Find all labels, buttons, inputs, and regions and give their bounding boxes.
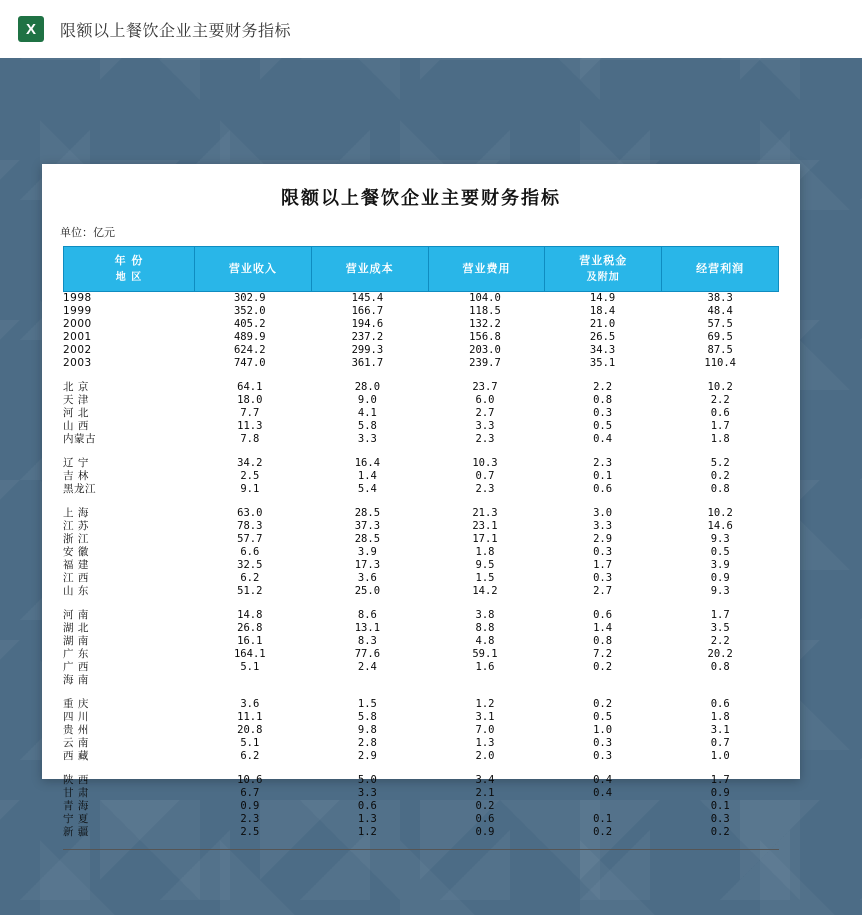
row-value: 0.8 — [593, 394, 613, 406]
spacer-cell — [63, 687, 779, 698]
row-value: 2.3 — [475, 433, 495, 445]
row-value: 1.5 — [475, 572, 495, 584]
column-header-tax-sublabel: 及附加 — [586, 271, 620, 283]
row-value: 2.7 — [475, 407, 495, 419]
row-label: 1999 — [63, 305, 92, 317]
row-value: 3.3 — [357, 433, 377, 445]
row-value: 2.2 — [710, 635, 730, 647]
row-value: 3.6 — [240, 698, 260, 710]
row-value: 624.2 — [233, 344, 266, 356]
row-value: 0.1 — [593, 470, 613, 482]
table-row — [63, 292, 779, 305]
row-value: 361.7 — [351, 357, 384, 369]
data-table — [63, 292, 779, 839]
row-value: 10.2 — [707, 381, 733, 393]
row-value: 0.5 — [710, 546, 730, 558]
column-header-revenue — [195, 247, 312, 292]
row-value: 18.0 — [237, 394, 263, 406]
row-value: 3.8 — [475, 609, 495, 621]
row-value: 35.1 — [589, 357, 616, 369]
row-label: 新 疆 — [63, 826, 89, 838]
row-value: 1.3 — [475, 737, 495, 749]
row-value: 6.6 — [240, 546, 260, 558]
row-value: 0.3 — [593, 407, 613, 419]
row-value: 0.3 — [593, 572, 613, 584]
row-value: 9.0 — [357, 394, 377, 406]
row-value: 0.8 — [710, 483, 730, 495]
row-value: 2.9 — [357, 750, 377, 762]
row-value: 3.3 — [357, 787, 377, 799]
row-value: 5.1 — [240, 737, 260, 749]
row-value: 28.0 — [354, 381, 381, 393]
row-label: 河 南 — [63, 609, 89, 621]
row-value: 17.1 — [472, 533, 498, 545]
row-value: 23.1 — [472, 520, 498, 532]
row-value: 2.0 — [475, 750, 495, 762]
row-label: 江 西 — [63, 572, 89, 584]
row-value: 0.4 — [593, 433, 613, 445]
table-row — [63, 394, 779, 407]
row-value: 9.1 — [240, 483, 260, 495]
group-spacer — [63, 370, 779, 381]
row-value: 2.5 — [240, 470, 260, 482]
table-row — [63, 305, 779, 318]
column-header-profit-label: 经营利润 — [696, 261, 745, 275]
row-value: 0.9 — [710, 787, 730, 799]
row-label: 河 北 — [63, 407, 89, 419]
row-value: 0.9 — [710, 572, 730, 584]
row-value: 3.9 — [357, 546, 377, 558]
row-value: 6.2 — [240, 572, 260, 584]
table-row — [63, 609, 779, 622]
group-spacer — [63, 446, 779, 457]
row-value: 34.2 — [237, 457, 263, 469]
document-title: 限额以上餐饮企业主要财务指标 — [281, 188, 561, 209]
row-value: 0.1 — [593, 813, 613, 825]
row-value: 0.6 — [710, 407, 730, 419]
row-value: 1.3 — [357, 813, 377, 825]
row-value: 2.2 — [710, 394, 730, 406]
row-value: 21.0 — [589, 318, 616, 330]
row-value: 110.4 — [704, 357, 736, 369]
row-label: 湖 北 — [63, 622, 89, 634]
row-value: 299.3 — [351, 344, 384, 356]
row-value: 87.5 — [707, 344, 733, 356]
table-row — [63, 737, 779, 750]
row-value: 2.8 — [357, 737, 377, 749]
table-row — [63, 457, 779, 470]
row-value: 8.6 — [357, 609, 377, 621]
row-label: 吉 林 — [63, 470, 89, 482]
row-value: 26.8 — [237, 622, 263, 634]
row-value: 3.4 — [475, 774, 495, 786]
group-spacer — [63, 763, 779, 774]
row-value: 38.3 — [707, 292, 733, 304]
row-value: 11.3 — [237, 420, 263, 432]
row-value: 0.6 — [357, 800, 377, 812]
row-label: 西 藏 — [63, 750, 89, 762]
table-row — [63, 520, 779, 533]
row-value: 17.3 — [354, 559, 381, 571]
row-value: 1.0 — [710, 750, 730, 762]
row-value: 6.2 — [240, 750, 260, 762]
row-value: 0.6 — [593, 483, 613, 495]
row-label: 山 西 — [63, 420, 89, 432]
row-value — [191, 674, 309, 687]
spacer-cell — [63, 763, 779, 774]
table-row — [63, 470, 779, 483]
row-value: 1.6 — [475, 661, 495, 673]
row-value: 0.9 — [240, 800, 260, 812]
row-label: 辽 宁 — [63, 457, 89, 469]
row-value — [544, 674, 662, 687]
row-value: 164.1 — [233, 648, 266, 660]
table-row — [63, 585, 779, 598]
table-row — [63, 483, 779, 496]
row-value: 9.8 — [357, 724, 377, 736]
column-header-expense-label: 营业费用 — [462, 261, 511, 275]
table-row — [63, 407, 779, 420]
row-value: 1.4 — [593, 622, 613, 634]
row-value: 2.1 — [475, 787, 495, 799]
row-value: 2.9 — [593, 533, 613, 545]
row-value: 239.7 — [469, 357, 501, 369]
row-value: 0.8 — [710, 661, 730, 673]
row-label: 海 南 — [63, 674, 89, 686]
row-value: 7.0 — [475, 724, 495, 736]
table-row — [63, 331, 779, 344]
row-value: 6.7 — [240, 787, 260, 799]
row-value: 4.1 — [357, 407, 377, 419]
row-value: 0.6 — [475, 813, 495, 825]
table-row — [63, 572, 779, 585]
row-value: 0.5 — [593, 420, 613, 432]
row-value: 16.4 — [354, 457, 381, 469]
row-value: 0.2 — [710, 826, 730, 838]
row-value: 3.6 — [357, 572, 377, 584]
table-row — [63, 674, 779, 687]
column-header-expense — [428, 247, 545, 292]
window-title: 限额以上餐饮企业主要财务指标 — [60, 20, 292, 40]
column-header-region — [64, 247, 195, 292]
row-value: 302.9 — [233, 292, 266, 304]
table-row — [63, 800, 779, 813]
row-value: 1.8 — [475, 546, 495, 558]
row-label: 1998 — [63, 292, 92, 304]
row-label: 2003 — [63, 357, 92, 369]
row-value: 57.7 — [237, 533, 263, 545]
row-value: 2.5 — [240, 826, 260, 838]
row-value: 0.1 — [710, 800, 730, 812]
row-value: 194.6 — [351, 318, 384, 330]
row-label: 宁 夏 — [63, 813, 89, 825]
table-row — [63, 381, 779, 394]
header-row — [64, 247, 779, 292]
row-value: 3.3 — [593, 520, 613, 532]
column-header-cost — [311, 247, 428, 292]
table-row — [63, 774, 779, 787]
column-header-region-label: 地 区 — [115, 271, 143, 283]
table-row — [63, 433, 779, 446]
spacer-cell — [63, 496, 779, 507]
row-value: 2.4 — [357, 661, 377, 673]
row-value: 0.2 — [593, 826, 613, 838]
column-header-profit — [662, 247, 779, 292]
row-label: 天 津 — [63, 394, 89, 406]
row-value: 0.7 — [475, 470, 495, 482]
row-value: 0.2 — [710, 470, 730, 482]
table-row — [63, 507, 779, 520]
row-value: 2.3 — [593, 457, 613, 469]
row-value: 1.5 — [357, 698, 377, 710]
table-row — [63, 635, 779, 648]
row-value: 0.2 — [475, 800, 495, 812]
row-value: 18.4 — [589, 305, 616, 317]
row-value: 9.5 — [475, 559, 495, 571]
row-value: 1.7 — [710, 420, 730, 432]
document-sheet — [42, 164, 800, 838]
table-row — [63, 750, 779, 763]
table-row — [63, 661, 779, 674]
row-value: 1.4 — [357, 470, 377, 482]
group-spacer — [63, 598, 779, 609]
column-header-tax-label: 营业税金 — [579, 254, 628, 268]
table-row — [63, 344, 779, 357]
row-value: 14.2 — [472, 585, 498, 597]
table-row — [63, 546, 779, 559]
table-row — [63, 648, 779, 661]
row-value: 3.3 — [475, 420, 495, 432]
row-value: 0.4 — [593, 774, 613, 786]
row-value: 16.1 — [237, 635, 263, 647]
row-value: 1.8 — [710, 433, 730, 445]
row-value: 5.4 — [357, 483, 377, 495]
table-row — [63, 711, 779, 724]
row-value: 5.2 — [710, 457, 730, 469]
row-value: 11.1 — [237, 711, 263, 723]
row-value: 166.7 — [351, 305, 384, 317]
row-label: 贵 州 — [63, 724, 89, 736]
row-value: 64.1 — [237, 381, 263, 393]
row-value: 57.5 — [707, 318, 733, 330]
row-value: 352.0 — [233, 305, 266, 317]
column-header-tax — [545, 247, 662, 292]
row-value: 3.9 — [710, 559, 730, 571]
row-label: 内蒙古 — [63, 433, 96, 445]
bottom-divider — [63, 849, 779, 850]
row-value: 0.6 — [593, 609, 613, 621]
row-label: 四 川 — [63, 711, 89, 723]
row-value: 2.7 — [593, 585, 613, 597]
row-value: 7.2 — [593, 648, 613, 660]
row-value: 63.0 — [237, 507, 263, 519]
row-value: 28.5 — [354, 507, 381, 519]
row-value: 0.3 — [593, 546, 613, 558]
row-value: 489.9 — [233, 331, 266, 343]
excel-file-icon: X — [18, 16, 44, 42]
row-value — [661, 674, 779, 687]
row-value: 10.3 — [472, 457, 498, 469]
table-row — [63, 724, 779, 737]
row-value: 0.6 — [710, 698, 730, 710]
row-label: 上 海 — [63, 507, 89, 519]
row-value: 0.3 — [593, 737, 613, 749]
title-bar — [0, 0, 862, 58]
row-value: 5.1 — [240, 661, 260, 673]
table-row — [63, 787, 779, 800]
row-value: 23.7 — [472, 381, 498, 393]
row-value: 5.8 — [357, 420, 377, 432]
row-value: 9.3 — [710, 533, 730, 545]
column-header-year-label: 年 份 — [114, 254, 144, 268]
row-value: 0.2 — [593, 698, 613, 710]
row-value: 0.4 — [593, 787, 613, 799]
table-row — [63, 533, 779, 546]
row-value: 203.0 — [469, 344, 501, 356]
row-value: 4.8 — [475, 635, 495, 647]
row-label: 黑龙江 — [63, 483, 96, 495]
row-value: 1.7 — [593, 559, 613, 571]
row-value: 1.0 — [593, 724, 613, 736]
row-value: 10.6 — [237, 774, 263, 786]
table-row — [63, 698, 779, 711]
row-value: 9.3 — [710, 585, 730, 597]
table-row — [63, 420, 779, 433]
table-row — [63, 826, 779, 839]
row-value: 14.9 — [589, 292, 616, 304]
row-label: 云 南 — [63, 737, 89, 749]
row-value: 2.3 — [475, 483, 495, 495]
row-value: 156.8 — [469, 331, 501, 343]
row-label: 福 建 — [63, 559, 89, 571]
row-value: 78.3 — [237, 520, 263, 532]
column-header-cost-label: 营业成本 — [345, 261, 394, 275]
column-header-revenue-label: 营业收入 — [228, 261, 277, 275]
row-value: 13.1 — [354, 622, 381, 634]
row-value: 69.5 — [707, 331, 733, 343]
row-label: 浙 江 — [63, 533, 89, 545]
row-value: 3.5 — [710, 622, 730, 634]
row-value: 8.3 — [357, 635, 377, 647]
spacer-cell — [63, 598, 779, 609]
row-label: 山 东 — [63, 585, 89, 597]
row-value: 1.7 — [710, 774, 730, 786]
row-value: 48.4 — [707, 305, 733, 317]
row-value: 2.3 — [240, 813, 260, 825]
row-label: 2002 — [63, 344, 92, 356]
row-value: 25.0 — [354, 585, 381, 597]
row-value: 14.6 — [707, 520, 733, 532]
row-label: 湖 南 — [63, 635, 89, 647]
row-value: 20.2 — [707, 648, 733, 660]
row-value: 34.3 — [589, 344, 616, 356]
row-value: 26.5 — [589, 331, 616, 343]
row-label: 广 东 — [63, 648, 89, 660]
group-spacer — [63, 687, 779, 698]
row-value: 20.8 — [237, 724, 263, 736]
row-value: 14.8 — [237, 609, 263, 621]
row-value: 3.0 — [593, 507, 613, 519]
row-label: 重 庆 — [63, 698, 89, 710]
row-value: 6.0 — [475, 394, 495, 406]
row-value: 1.2 — [475, 698, 495, 710]
row-value: 0.2 — [593, 661, 613, 673]
row-value: 132.2 — [469, 318, 501, 330]
table-row — [63, 357, 779, 370]
row-label: 甘 肃 — [63, 787, 89, 799]
row-value: 1.7 — [710, 609, 730, 621]
row-value: 3.1 — [475, 711, 495, 723]
row-value: 32.5 — [237, 559, 263, 571]
row-value: 51.2 — [237, 585, 263, 597]
row-value: 1.8 — [710, 711, 730, 723]
table-row — [63, 622, 779, 635]
row-label: 安 徽 — [63, 546, 89, 558]
row-value: 7.8 — [240, 433, 260, 445]
row-label: 北 京 — [63, 381, 89, 393]
row-value: 28.5 — [354, 533, 381, 545]
row-label: 青 海 — [63, 800, 89, 812]
row-value: 7.7 — [240, 407, 260, 419]
table-row — [63, 813, 779, 826]
row-value: 2.2 — [593, 381, 613, 393]
row-value: 3.1 — [710, 724, 730, 736]
spacer-cell — [63, 446, 779, 457]
row-label: 江 苏 — [63, 520, 89, 532]
row-value: 0.5 — [593, 711, 613, 723]
row-value — [309, 674, 427, 687]
row-label: 广 西 — [63, 661, 89, 673]
row-value: 405.2 — [233, 318, 266, 330]
spacer-cell — [63, 370, 779, 381]
row-value: 0.3 — [593, 750, 613, 762]
table-row — [63, 318, 779, 331]
row-value: 21.3 — [472, 507, 498, 519]
row-value: 0.7 — [710, 737, 730, 749]
row-value: 5.0 — [357, 774, 377, 786]
row-value: 747.0 — [233, 357, 266, 369]
unit-label: 单位：亿元 — [60, 226, 115, 239]
row-value: 1.2 — [357, 826, 377, 838]
table-header — [63, 246, 779, 292]
table-row — [63, 559, 779, 572]
row-value: 0.8 — [593, 635, 613, 647]
row-value: 145.4 — [351, 292, 384, 304]
row-value: 10.2 — [707, 507, 733, 519]
row-value: 59.1 — [472, 648, 498, 660]
row-value: 77.6 — [354, 648, 381, 660]
row-value: 5.8 — [357, 711, 377, 723]
row-value: 0.3 — [710, 813, 730, 825]
group-spacer — [63, 496, 779, 507]
row-value — [426, 674, 544, 687]
row-value: 0.9 — [475, 826, 495, 838]
row-value: 237.2 — [351, 331, 384, 343]
row-label: 2000 — [63, 318, 92, 330]
row-value — [544, 800, 662, 813]
row-value: 37.3 — [354, 520, 381, 532]
row-label: 陕 西 — [63, 774, 89, 786]
row-value: 104.0 — [469, 292, 501, 304]
row-value: 8.8 — [475, 622, 495, 634]
row-label: 2001 — [63, 331, 92, 343]
row-value: 118.5 — [469, 305, 501, 317]
